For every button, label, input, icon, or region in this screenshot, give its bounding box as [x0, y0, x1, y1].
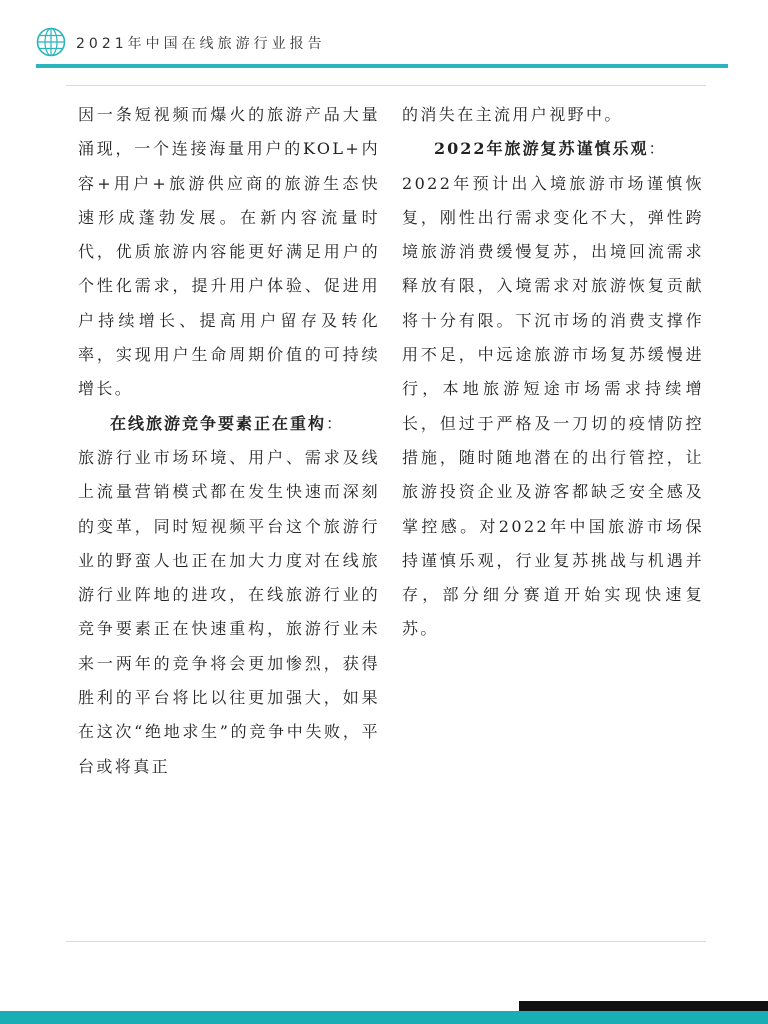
- left-paragraph-2: 旅游行业市场环境、用户、需求及线上流量营销模式都在发生快速而深刻的变革，同时短视频平台这个旅游行业的野蛮人也正在加大力度对在线旅游行业阵地的进攻，在线旅游行业的竞争要素正在快速重构，旅游行业未来一两年的竞争将会更加惨烈，获得胜利的平台将比以往更加强大，如果在这次“绝地求生”的竞争中失败，平台或将真正: [78, 447, 380, 776]
- section-heading-2022-outlook: [402, 132, 704, 166]
- footer-black-bar: [519, 1001, 768, 1011]
- left-paragraph-1: 因一条短视频而爆火的旅游产品大量涌现，一个连接海量用户的KOL+内容+用户+旅游供应商的旅游生态快速形成蓬勃发展。在新内容流量时代，优质旅游内容能更好满足用户的个性化需求，提升用户体验、促进用户持续增长、提高用户留存及转化率，实现用户生命周期价值的可持续增长。: [78, 105, 380, 399]
- right-paragraph-2: 2022年预计出入境旅游市场谨慎恢复，刚性出行需求变化不大，弹性跨境旅游消费缓慢复苏，出境回流需求释放有限，入境需求对旅游恢复贡献将十分有限。下沉市场的消费支撑作用不足，中远途旅游市场复苏缓慢进行，本地旅游短途市场需求持续增长，但过于严格及一刀切的疫情防控措施，随时随地潜在的出行管控，让旅游投资企业及游客都缺乏安全感及掌控感。对2022年中国旅游市场保持谨慎乐观，行业复苏挑战与机遇并存，部分细分赛道开始实现快速复苏。: [402, 173, 704, 639]
- heading-colon: ：: [326, 413, 345, 433]
- heading-colon: ：: [648, 139, 667, 159]
- top-thin-divider: [66, 85, 706, 86]
- globe-grid-icon: [36, 27, 66, 57]
- section-heading-2022-outlook-text: 2022年旅游复苏谨慎乐观: [434, 139, 649, 159]
- footer-teal-bar: [0, 1011, 768, 1024]
- section-heading-competition: [78, 407, 380, 441]
- section-heading-competition-text: 在线旅游竞争要素正在重构: [110, 413, 327, 433]
- report-title: 2021年中国在线旅游行业报告: [76, 36, 326, 52]
- right-column: [402, 98, 704, 647]
- left-column: [78, 98, 380, 784]
- bottom-thin-divider: [66, 941, 706, 942]
- right-paragraph-1: 的消失在主流用户视野中。: [402, 105, 623, 124]
- page-header: [0, 0, 768, 80]
- header-divider: [36, 64, 728, 68]
